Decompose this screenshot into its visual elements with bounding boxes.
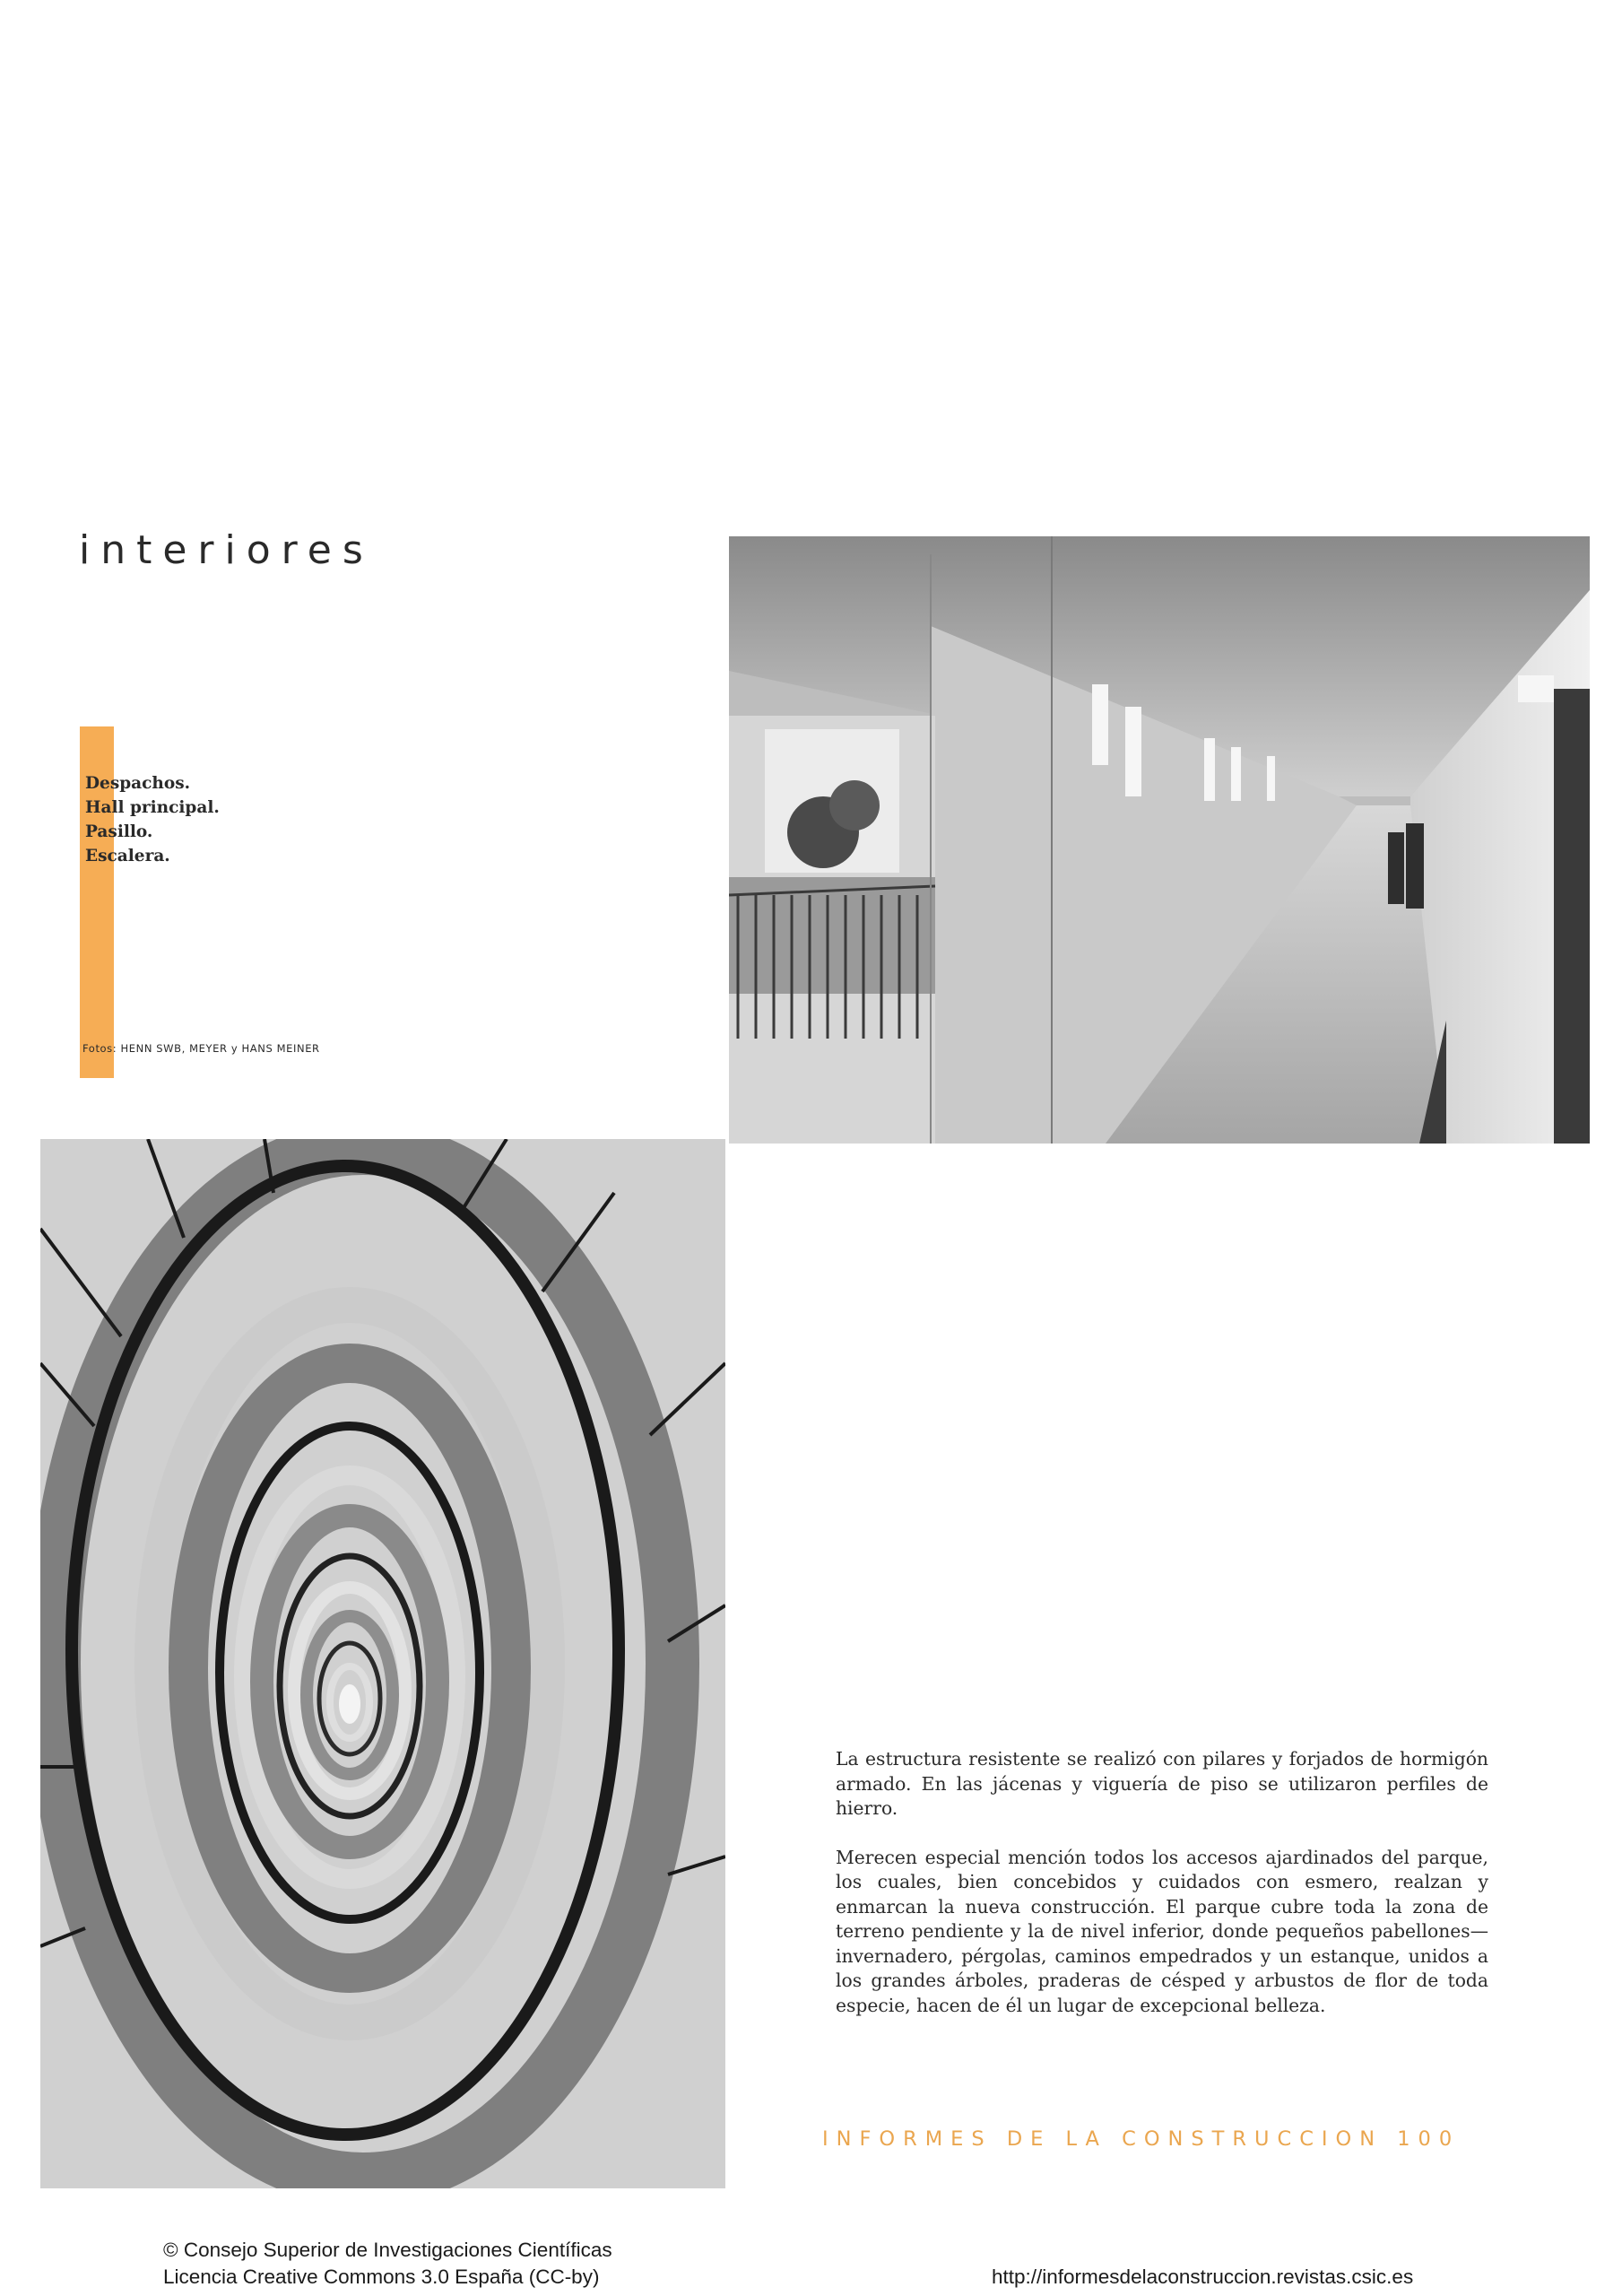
section-title: interiores: [79, 527, 374, 573]
body-paragraph: La estructura resistente se realizó con pilares y forjados de hormigón armado. En las jácenas y viguería de piso se utilizaron perfiles de hierro.: [836, 1748, 1488, 1819]
copyright-notice: [163, 2237, 612, 2291]
caption-item: Hall principal.: [85, 798, 220, 817]
body-paragraph: Merecen especial mención todos los accesos ajardinados del parque, los cuales, bien concebidos y cuidados con esmero, realzan y enmarcan la nueva construcción. El parque cubre toda la zona de terreno pendiente y la de nivel inferior, donde pequeños pabellones—invernadero, pérgolas, caminos empedrados y un estanque, unidos a los grandes árboles, praderas de césped y arbustos de flor de toda especie, hacen de él un lugar de excepcional belleza.: [836, 1846, 1488, 2016]
photo-credit: Fotos: HENN SWB, MEYER y HANS MEINER: [82, 1042, 320, 1055]
staircase-photo: [40, 1139, 725, 2188]
caption-item: Escalera.: [85, 847, 170, 865]
copyright-line: © Consejo Superior de Investigaciones Científicas: [163, 2239, 612, 2261]
caption-item: Pasillo.: [85, 822, 153, 841]
source-url[interactable]: http://informesdelaconstruccion.revistas.csic.es: [992, 2266, 1414, 2288]
magazine-footer: INFORMES DE LA CONSTRUCCION 100: [822, 2127, 1461, 2151]
caption-list: [85, 771, 220, 868]
caption-item: Despachos.: [85, 774, 191, 793]
corridor-photo: [729, 536, 1590, 1144]
license-line: Licencia Creative Commons 3.0 España (CC-by): [163, 2266, 600, 2288]
body-text: [836, 1747, 1488, 2042]
